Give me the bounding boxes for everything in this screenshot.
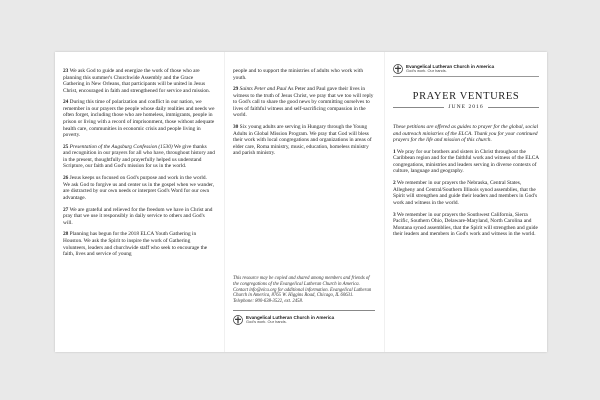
petition-26: 26 Jesus keeps us focused on God's purpose and work in the world. We ask God to forgive us and center us in the gospel when we wander, are distracted by our own needs or interpret God's Word for our own advantage.	[63, 175, 215, 201]
org-name-bottom: Evangelical Lutheran Church in America	[246, 314, 335, 320]
petition-27: 27 We are grateful and relieved for the freedom we have in Christ and pray that we use it responsibly in daily service to others and God's will.	[63, 206, 213, 226]
column-left	[63, 68, 215, 368]
subtitle-rule-right	[488, 107, 539, 108]
prayer-ventures-brochure	[55, 52, 547, 352]
petition-2: 2 We remember in our prayers the Nebraska, Central States, Allegheny and Central/Southern Illinois synod assemblies, that the Spirit will strengthen and guide their leaders and members in God's work and witness in the world.	[393, 180, 538, 206]
elca-logo-bottom	[233, 315, 375, 325]
notice-divider	[233, 310, 375, 311]
petition-25: 25 Presentation of the Augsburg Confession (1530) We give thanks and recognition in our prayers for all who have, throughout history and in the present, thoughtfully and prayerfully helped us understand Scripture, our faith and God's mission for us in the world.	[63, 143, 215, 170]
copy-notice	[233, 276, 375, 325]
subtitle-row	[393, 104, 539, 110]
subtitle-rule-left	[393, 107, 444, 108]
title-block	[393, 91, 539, 110]
copy-notice-text: This resource may be copied and shared among members and friends of the congregations of the Evangelical Lutheran Church in America. Contact info@elca.org for additional information. Evangelical Lutheran Church in America, 8765 W. Higgins Road, Chicago, IL 60631. Telephone: 800-638-3522, ext. 2458.	[233, 276, 372, 304]
fold-line-left	[224, 52, 225, 352]
elca-logo-top	[393, 64, 539, 74]
petition-28: 28 Planning has begun for the 2018 ELCA Youth Gathering in Houston. We ask the Spirit to inspire the work of Gathering volunteers, leaders and churchwide staff who seek to encourage the faith, lives and service of young	[63, 231, 208, 258]
petition-1: 1 We pray for our brothers and sisters in Christ throughout the Caribbean region and for the faithful work and witness of the ELCA congregations, ministries and leaders serving in diverse contexts of culture, language and geography.	[393, 148, 539, 175]
org-tagline-bottom: God's work. Our hands.	[246, 319, 287, 325]
page-title: PRAYER VENTURES	[412, 91, 520, 102]
cross-logo-icon	[233, 315, 243, 325]
column-right	[393, 64, 539, 364]
org-tagline-top: God's work. Our hands.	[406, 68, 447, 74]
cross-logo-icon	[393, 64, 403, 74]
petition-23: 23 We ask God to guide and energize the work of those who are planning this summer's Churchwide Assembly and the Grace Gathering in New Orleans, that participants will be united in Jesus Christ, encouraged in faith and strengthened for service and mission.	[63, 68, 211, 94]
petition-3: 3 We remember in our prayers the Southwest California, Sierra Pacific, Southern Ohio, Delaware-Maryland, North Carolina and Montana synod assemblies, that the Spirit will strengthen and guide their leaders and members in God's work and witness in the world.	[393, 211, 538, 238]
petition-28-continued: people and to support the ministries of adults who work with youth.	[233, 68, 364, 81]
page-subtitle: JUNE 2016	[448, 104, 484, 110]
petition-30: 30 Six young adults are serving in Hungary through the Young Adults in Global Mission Program. We pray that God will bless their work with local congregations and organizations in areas of elder care, Roma ministry, music, education, homeless ministry and parish ministry.	[233, 124, 372, 157]
petition-24: 24 During this time of polarization and conflict in our nation, we remember in our prayers the people whose daily realities and needs we often forget, including those who are homeless, immigrants, people in prison or living with a record of imprisonment, those without adequate health care, communities in economic crisis and people living in poverty.	[63, 99, 215, 139]
header-divider	[393, 76, 539, 77]
petition-29: 29 Saints Peter and Paul As Peter and Paul gave their lives in witness to the truth of Jesus Christ, we pray that we too will reply to God's call to share the good news by committing ourselves to lives of faithful witness and self-sacrificing compassion in the world.	[233, 86, 374, 119]
intro-text: These petitions are offered as guides to prayer for the global, social and outreach ministries of the ELCA. Thank you for your continued prayers for the life and mission of this church.	[393, 124, 539, 144]
fold-line-right	[384, 52, 385, 352]
org-name-top: Evangelical Lutheran Church in America	[406, 64, 495, 69]
